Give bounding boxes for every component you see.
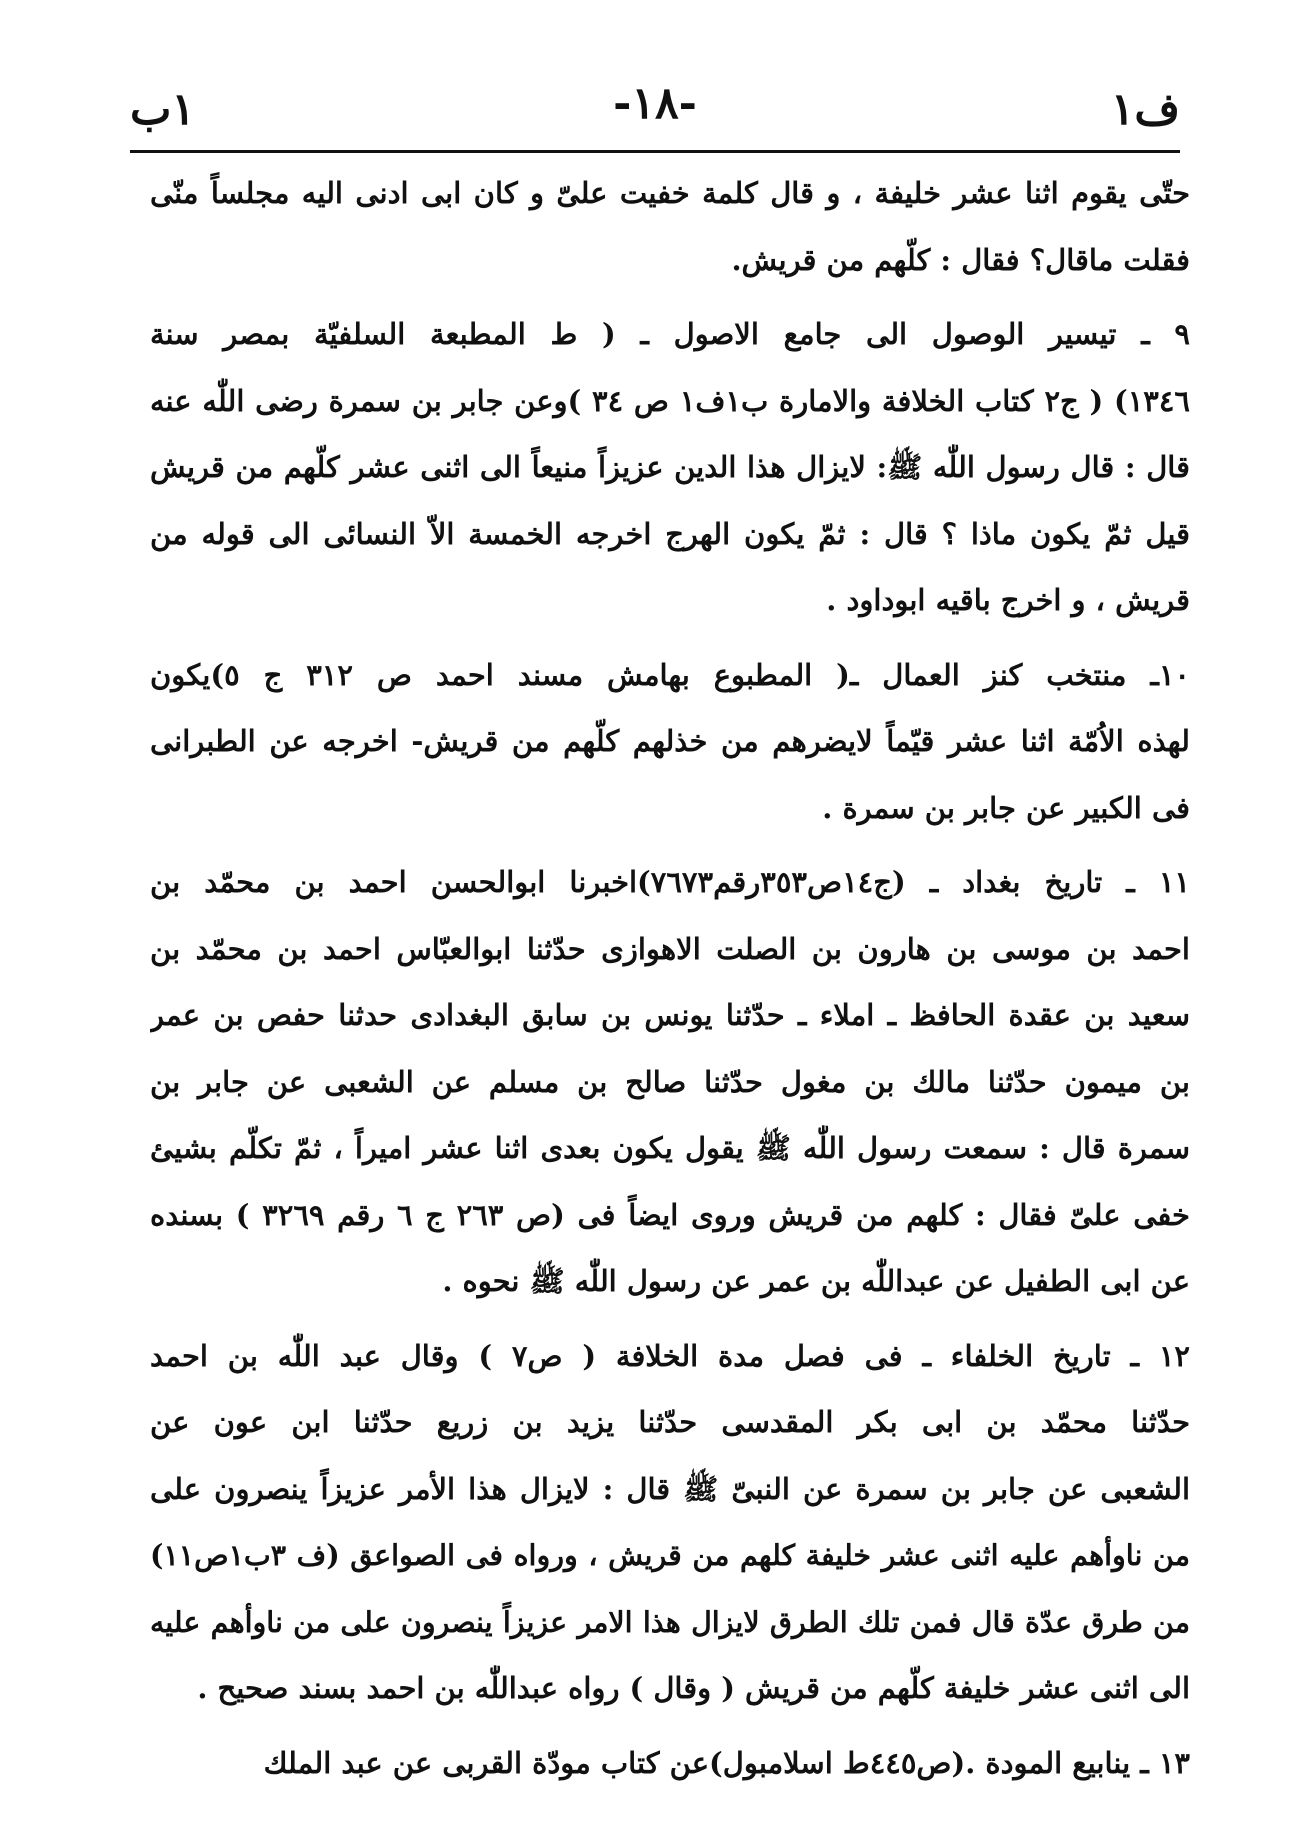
- text-line: فقلت ماقال؟ فقال : کلّهم من قریش.: [731, 242, 1190, 277]
- paragraph: [150, 642, 1190, 842]
- document-body: [150, 160, 1190, 1796]
- paragraph-spacer: [150, 841, 1190, 849]
- text-line: قال : قال رسول اللّٰه ﷺ: لایزال هذا الدین عزیزاً منیعاً الی اثنی عشر کلّهم من قریش: [150, 450, 1190, 484]
- page-header: [130, 78, 1180, 148]
- text-line: سمرة قال : سمعت رسول اللّٰه ﷺ یقول یکون بعدی اثنا عشر امیراً ، ثمّ تکلّم بشیئ: [150, 1131, 1190, 1165]
- text-line: ۹ ـ تیسیر الوصول الی جامع الاصول ـ ( ط المطبعة السلفیّة بمصر سنة: [150, 317, 1190, 351]
- header-chapter-mark: ١ب: [130, 84, 196, 135]
- text-line: الشعبی عن جابر بن سمرة عن النبیّ ﷺ قال : لایزال هذا الأمر عزیزاً ینصرون علی: [150, 1471, 1190, 1506]
- paragraph: [150, 301, 1190, 634]
- text-line: سعید بن عقدة الحافظ ـ املاء ـ حدّثنا یونس بن سابق البغدادی حدثنا حفص بن عمر: [150, 998, 1190, 1032]
- header-rule: [130, 150, 1180, 153]
- paragraph: [150, 1323, 1190, 1722]
- text-line: من طرق عدّة قال فمن تلك الطرق لایزال هذا الامر عزیزاً ینصرون علی من ناوأهم علیه: [150, 1604, 1190, 1639]
- paragraph: [150, 1730, 1190, 1797]
- text-line: ١٢ ـ تاریخ الخلفاء ـ فی فصل مدة الخلافة ( ص٧ ) وقال عبد اللّٰه بن احمد: [150, 1338, 1190, 1373]
- text-line: قریش ، و اخرج باقیه ابوداود .: [826, 583, 1190, 617]
- text-line: حدّثنا محمّد بن ابی بکر المقدسی حدّثنا یزید بن زریع حدّثنا ابن عون عن: [150, 1405, 1190, 1439]
- paragraph-spacer: [150, 634, 1190, 642]
- text-line: من ناوأهم علیه اثنی عشر خلیفة کلهم من قریش ، ورواه فی الصواعق (ف ٣ب١ص١١): [150, 1538, 1190, 1572]
- header-section-mark: ف١: [1110, 84, 1180, 135]
- text-line: قیل ثمّ یکون ماذا ؟ قال : ثمّ یکون الهرج اخرجه الخمسة الاّ النسائی الی قوله من: [150, 516, 1190, 551]
- paragraph: [150, 160, 1190, 293]
- paragraph-spacer: [150, 1722, 1190, 1730]
- text-line: عن ابی الطفیل عن عبداللّٰه بن عمر عن رسول اللّٰه ﷺ نحوه .: [442, 1264, 1190, 1298]
- text-line: لهذه الاُمّة اثنا عشر قیّماً لایضرهم من خذلهم کلّهم من قریش- اخرجه عن الطبرانی: [150, 724, 1190, 758]
- text-line: ١١ ـ تاریخ بغداد ـ (ج١٤ص٣٥٣رقم٧٦٧٣)اخبرنا ابوالحسن احمد بن محمّد بن: [150, 865, 1190, 899]
- text-line: احمد بن موسی بن هارون بن الصلت الاهوازی حدّثنا ابوالعبّاس احمد بن محمّد بن: [150, 931, 1190, 966]
- paragraph-spacer: [150, 293, 1190, 301]
- paragraph-spacer: [150, 1315, 1190, 1323]
- text-line: ١٣ ـ ینابیع المودة .(ص٤٤٥ط اسلامبول)عن کتاب مودّة القربی عن عبد الملك: [263, 1745, 1190, 1780]
- text-line: خفی علیّ فقال : کلهم من قریش وروی ایضاً فی (ص ٢٦٣ ج ٦ رقم ٣٢٦٩ ) بسنده: [150, 1197, 1190, 1232]
- text-line: الی اثنی عشر خلیفة کلّهم من قریش ( وقال ) رواه عبداللّٰه بن احمد بسند صحیح .: [197, 1671, 1190, 1705]
- page-number: -١٨-: [613, 78, 697, 129]
- text-line: حتّی یقوم اثنا عشر خلیفة ، و قال کلمة خفیت علیّ و کان ابی ادنی الیه مجلساً منّی: [150, 176, 1190, 210]
- text-line: ١٠ـ منتخب کنز العمال ـ( المطبوع بهامش مسند احمد ص ٣١٢ ج ٥)یکون: [150, 657, 1190, 692]
- text-line: فی الکبیر عن جابر بن سمرة .: [822, 790, 1190, 825]
- text-line: بن میمون حدّثنا مالك بن مغول حدّثنا صالح بن مسلم عن الشعبی عن جابر بن: [150, 1064, 1190, 1099]
- paragraph: [150, 849, 1190, 1315]
- text-line: ١٣٤٦) ( ج٢ کتاب الخلافة والامارة ب١ف١ ص ٣٤ )وعن جابر بن سمرة رضی اللّٰه عنه: [150, 383, 1190, 418]
